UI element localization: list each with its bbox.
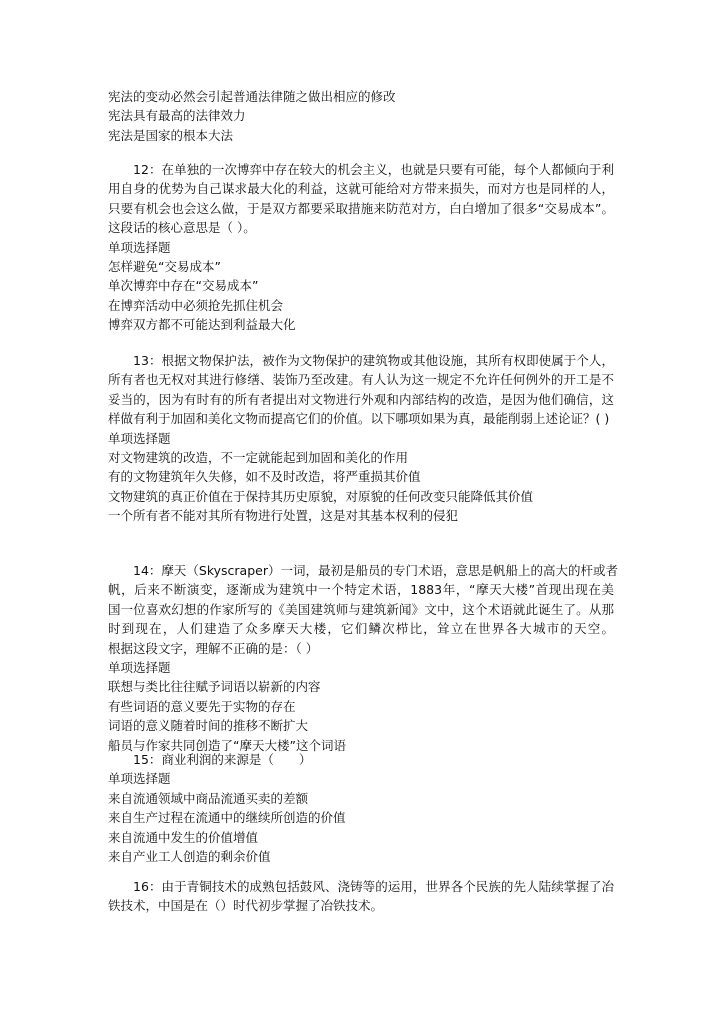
answer-option: 来自流通中发生的价值增值 bbox=[108, 829, 259, 845]
question-stem-line: 只要有机会也会这么做，于是双方都要采取措施来防范对方，白白增加了很多“交易成本”。 bbox=[108, 200, 614, 216]
question-stem-line: 样做有利于加固和美化文物而提高它们的价值。以下哪项如果为真，最能削弱上述论证？( ) bbox=[108, 411, 610, 427]
question-stem-line: 所有者也无权对其进行修缮、装饰乃至改建。有人认为这一规定不允许任何例外的开工是不 bbox=[108, 372, 614, 388]
question-stem-line: 14：摩天（Skyscraper）一词，最初是船员的专门术语，意思是帆船上的高大的杆或者 bbox=[133, 563, 618, 578]
answer-option: 有些词语的意义要先于实物的存在 bbox=[108, 698, 296, 714]
option: 宪法具有最高的法律效力 bbox=[108, 108, 246, 124]
answer-option: 对文物建筑的改造，不一定就能起到加固和美化的作用 bbox=[108, 449, 409, 465]
question-stem-line: 时到现在，人们建造了众多摩天大楼，它们鳞次栉比，耸立在世界各大城市的天空。 bbox=[108, 621, 614, 637]
question-stem-line: 12：在单独的一次博弈中存在较大的机会主义，也就是只要有可能，每个人都倾向于利 bbox=[133, 162, 614, 177]
answer-option: 来自产业工人创造的剩余价值 bbox=[108, 848, 271, 864]
previous-question-options bbox=[108, 87, 614, 145]
question-stem-line: 国一位喜欢幻想的作家所写的《美国建筑师与建筑新闻》文中，这个术语就此诞生了。从那 bbox=[108, 601, 614, 617]
answer-option: 船员与作家共同创造了“摩天大楼”这个词语 bbox=[108, 737, 346, 753]
answer-option: 联想与类比往往赋予词语以崭新的内容 bbox=[108, 679, 321, 695]
question-stem-line: 根据这段文字，理解不正确的是：（ ） bbox=[108, 640, 319, 656]
question-12 bbox=[108, 160, 614, 335]
answer-option: 词语的意义随着时间的推移不断扩大 bbox=[108, 718, 309, 734]
option: 宪法是国家的根本大法 bbox=[108, 127, 234, 143]
question-type-label: 单项选择题 bbox=[108, 771, 171, 787]
question-stem-line: 帆，后来不断演变，逐渐成为建筑中一个特定术语，1883年，“摩天大楼”首现出现在美 bbox=[108, 582, 614, 598]
question-stem-line: 这段话的核心意思是（ ）。 bbox=[108, 220, 256, 236]
question-16 bbox=[108, 877, 614, 916]
question-stem-line: 铁技术，中国是在（）时代初步掌握了冶铁技术。 bbox=[108, 898, 384, 914]
question-14 bbox=[108, 561, 618, 755]
answer-option: 来自生产过程在流通中的继续所创造的价值 bbox=[108, 810, 346, 826]
question-type-label: 单项选择题 bbox=[108, 239, 171, 255]
question-15 bbox=[108, 750, 614, 866]
answer-option: 在博弈活动中必须抢先抓住机会 bbox=[108, 297, 284, 313]
question-stem-line: 15：商业利润的来源是（ ） bbox=[133, 752, 312, 767]
answer-option: 来自流通领域中商品流通买卖的差额 bbox=[108, 790, 309, 806]
answer-option: 文物建筑的真正价值在于保持其历史原貌，对原貌的任何改变只能降低其价值 bbox=[108, 488, 534, 504]
question-type-label: 单项选择题 bbox=[108, 430, 171, 446]
question-stem-line: 妥当的，因为有时有的所有者提出对文物进行外观和内部结构的改造，是因为他们确信，这 bbox=[108, 391, 614, 407]
question-stem-line: 16：由于青铜技术的成熟包括鼓风、浇铸等的运用，世界各个民族的先人陆续掌握了冶 bbox=[133, 879, 614, 894]
answer-option: 单次博弈中存在“交易成本” bbox=[108, 278, 259, 294]
option: 宪法的变动必然会引起普通法律随之做出相应的修改 bbox=[108, 89, 396, 104]
answer-option: 有的文物建筑年久失修，如不及时改造，将严重损其价值 bbox=[108, 469, 421, 485]
question-stem-line: 13：根据文物保护法，被作为文物保护的建筑物或其他设施，其所有权即使属于个人， bbox=[133, 353, 614, 368]
answer-option: 博弈双方都不可能达到利益最大化 bbox=[108, 317, 296, 333]
answer-option: 怎样避免“交易成本” bbox=[108, 258, 221, 274]
question-type-label: 单项选择题 bbox=[108, 659, 171, 675]
answer-option: 一个所有者不能对其所有物进行处置，这是对其基本权利的侵犯 bbox=[108, 508, 459, 524]
question-13 bbox=[108, 351, 614, 526]
question-stem-line: 用自身的优势为自己谋求最大化的利益，这就可能给对方带来损失，而对方也是同样的人， bbox=[108, 181, 614, 197]
